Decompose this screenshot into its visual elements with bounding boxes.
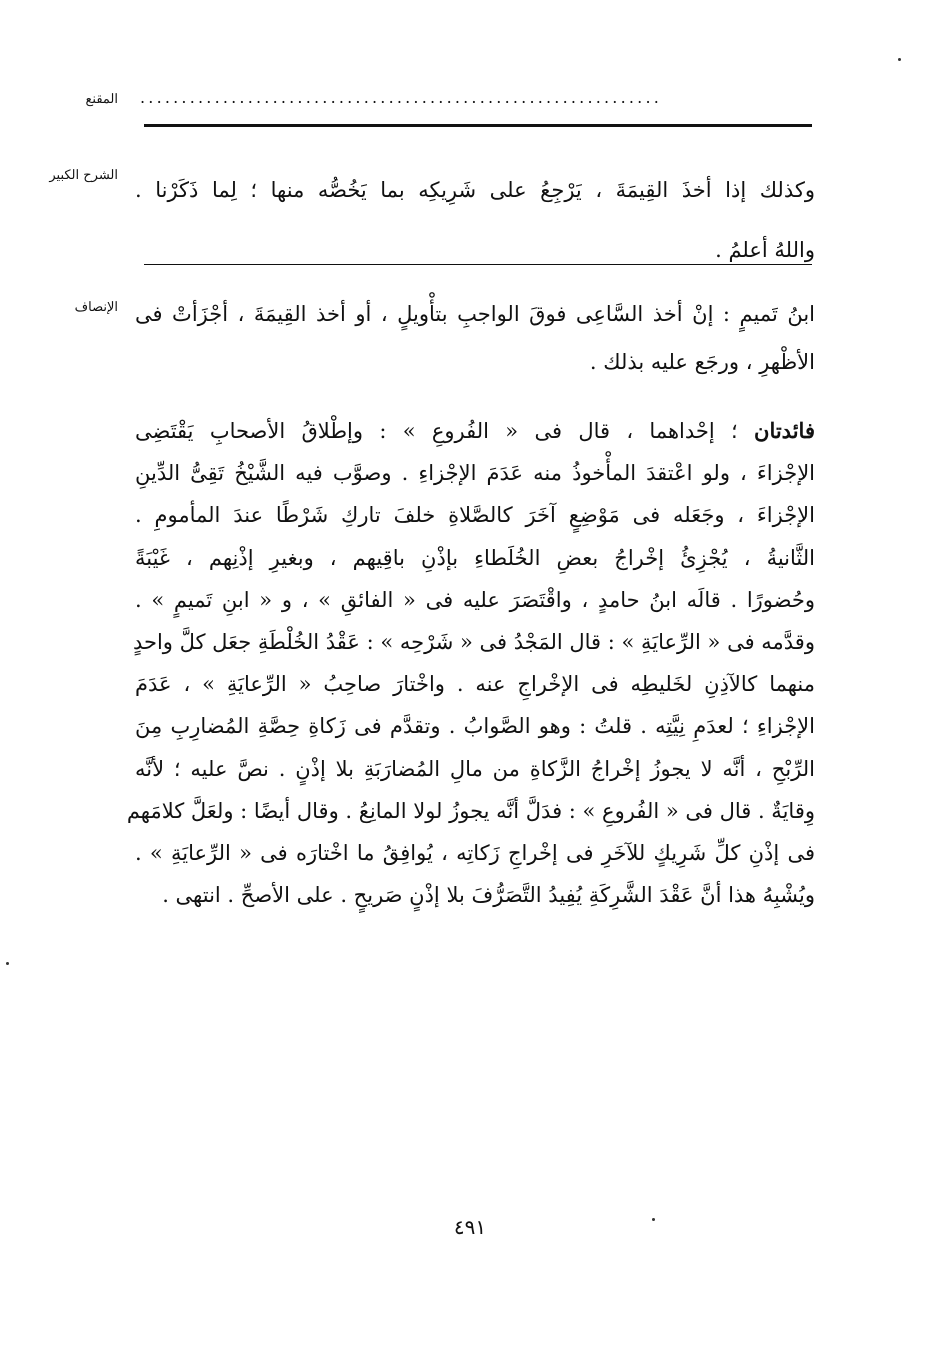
sharh-line: واللهُ أعلمُ . [715,238,815,262]
insaf-line: ابنُ تَميمٍ : إنْ أخذ السَّاعِى فوقَ الواجبِ بتأْويلٍ ، أو أخذ القِيمَةَ ، أجْزَأتْ فى [135,302,815,326]
muqni-dotted-placeholder: ............................................................... [140,88,663,107]
fawaid-line: الإجْزاءَ ، وجَعَله فى مَوْضِعٍ آخَرَ كالصَّلاةِ خلفَ تاركِ شَرْطًا عندَ المأمومِ . [135,503,815,528]
fawaid-line: ويُشْبِهُ هذا أنَّ عَقْدَ الشَّرِكَةِ يُفِيدُ التَّصَرُّفَ بلا إذْنٍ صَريحٍ . على الأصحِّ . انتهى . [162,883,815,908]
sharh-text-block [135,160,815,280]
scan-speck [652,1218,655,1221]
section-divider-thick [144,124,812,127]
scan-speck [6,962,9,965]
margin-label-insaf: الإنصاف [74,300,118,315]
section-divider-thin [144,264,812,265]
margin-label-sharh: الشرح الكبير [49,168,118,183]
fawaid-line: وحُضورًا . قالَه ابنُ حامدٍ ، واقْتَصَرَ عليه فى « الفائقِ » ، و « ابنِ تَميمٍ » . [135,587,815,612]
fawaid-first-text: ؛ إحْداهما ، قال فى « الفُروعِ » : وإطْلاقُ الأصحابِ يَقْتَضِى [135,419,755,443]
fawaid-line: وقدَّمه فى « الرِّعايَةِ » : قال المَجْدُ فى « شَرْحِه » : عَقْدُ الخُلْطَةِ جعَل كلَّ واحدٍ [132,630,815,655]
page-number: ٤٩١ [453,1215,487,1239]
fawaid-line: منهما كالآذِنِ لخَليطِه فى الإخْراجِ عنه . واخْتارَ صاحِبُ « الرِّعايَةِ » ، عَدَمَ [135,672,815,697]
fawaid-first-line [135,410,815,452]
insaf-line: الأظْهرِ ، ورجَع عليه بذلك . [589,350,815,374]
fawaid-line: فى إذْنِ كلِّ شَرِيكٍ للآخَرِ فى إخْراجِ زَكاتِه ، يُوافِقُ ما اخْتارَه فى « الرِّعايَةِ » . [135,841,815,866]
fawaid-line: الثَّانيةُ ، يُجْزِئُ إخْراجُ بعضِ الخُلَطاءِ بإذْنِ باقِيهم ، وبغيرِ إذْنِهم ، غَيْبَةً [135,545,815,570]
fawaid-line: الرِّبْحِ ، أنَّه لا يجوزُ إخْراجُ الزَّكاةِ من مالِ المُضارَبَةِ بلا إذْنٍ . نصَّ عليه ؛ لأنَّه [135,756,815,781]
fawaid-heading: فائدتان [754,418,815,443]
margin-label-muqni: المقنع [85,92,118,107]
sharh-line: وكذلك إذا أخذَ القِيمَةَ ، يَرْجِعُ على شَرِيكِه بما يَخُصُّه منها ؛ لِما ذَكَرْنا . [135,178,815,202]
fawaid-line: الإجْزاءَ ، ولو اعْتقدَ المأْخوذُ منه عَدَمَ الإجْزاءِ . وصوَّب فيه الشَّيْخُ تَقِىُّ الدِّينِ [135,461,815,486]
fawaid-line: وِقايَةٌ . قال فى « الفُروعِ » : فدَلَّ أنَّه يجوزُ لولا المانِعُ . وقال أيضًا : ولعَلَّ كلامَهم [126,798,815,823]
scan-speck [898,58,901,61]
fawaid-line: الإجْزاءِ ؛ لعدَمِ نِيَّتِه . قلتُ : وهو الصَّوابُ . وتقدَّم فى زَكاةِ حِصَّةِ المُضارِبِ مِنَ [135,714,815,739]
insaf-text-block [135,290,815,386]
fawaid-text-block [126,410,815,916]
